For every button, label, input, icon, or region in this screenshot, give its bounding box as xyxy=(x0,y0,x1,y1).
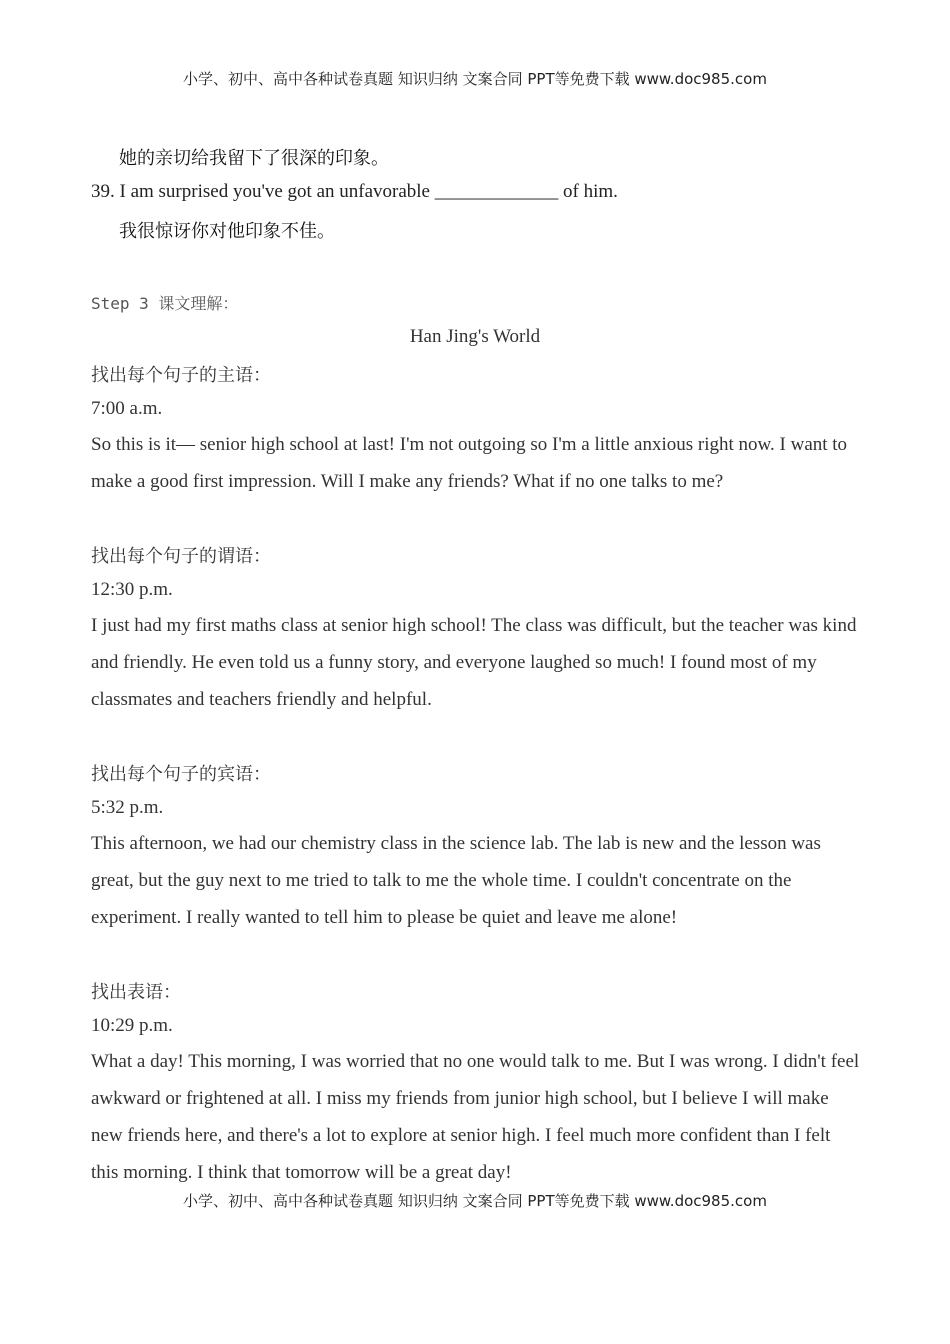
section-4-text: What a day! This morning, I was worried that no one would talk to me. But I was wrong. I didn't feel awkward or frightened at all. I miss my friends from junior high school, but I believe I will make new friends here, and there's a lot to explore at senior high. I feel much more confident than I felt this morning. I think that tomorrow will be a great day! xyxy=(91,1051,860,1183)
step-label: Step 3 课文理解： xyxy=(91,294,239,313)
page-header: 小学、初中、高中各种试卷真题 知识归纳 文案合同 PPT等免费下载 www.doc985.com xyxy=(183,70,767,88)
section-3-text: This afternoon, we had our chemistry class in the science lab. The lab is new and the lesson was great, but the guy next to me tried to talk to me the whole time. I couldn't concentrate on the experiment. I really wanted to tell him to please be quiet and leave me alone! xyxy=(91,833,821,928)
passage-title: Han Jing's World xyxy=(409,326,541,347)
section-2-text: I just had my first maths class at senior high school! The class was difficult, but the teacher was kind and friendly. He even told us a funny story, and everyone laughed so much! I found most of my classmates and teachers friendly and helpful. xyxy=(91,615,857,710)
section-3-time: 5:32 p.m. xyxy=(91,797,164,818)
section-3-task: 找出每个句子的宾语： xyxy=(91,764,271,785)
question-39: 39. I am surprised you've got an unfavorable _____________ of him. xyxy=(91,181,618,202)
previous-translation: 她的亲切给我留下了很深的印象。 xyxy=(119,148,389,169)
section-1-task: 找出每个句子的主语： xyxy=(91,365,271,386)
section-2-time: 12:30 p.m. xyxy=(91,579,173,600)
section-1-time: 7:00 a.m. xyxy=(91,398,163,419)
section-4-task: 找出表语： xyxy=(91,982,181,1003)
question-39-translation: 我很惊讶你对他印象不佳。 xyxy=(119,221,335,242)
page-footer: 小学、初中、高中各种试卷真题 知识归纳 文案合同 PPT等免费下载 www.doc985.com xyxy=(183,1192,767,1210)
section-2-task: 找出每个句子的谓语： xyxy=(91,546,271,567)
section-1-text: So this is it— senior high school at last! I'm not outgoing so I'm a little anxious right now. I want to make a good first impression. Will I make any friends? What if no one talks to me? xyxy=(91,434,848,492)
section-4-time: 10:29 p.m. xyxy=(91,1015,173,1036)
